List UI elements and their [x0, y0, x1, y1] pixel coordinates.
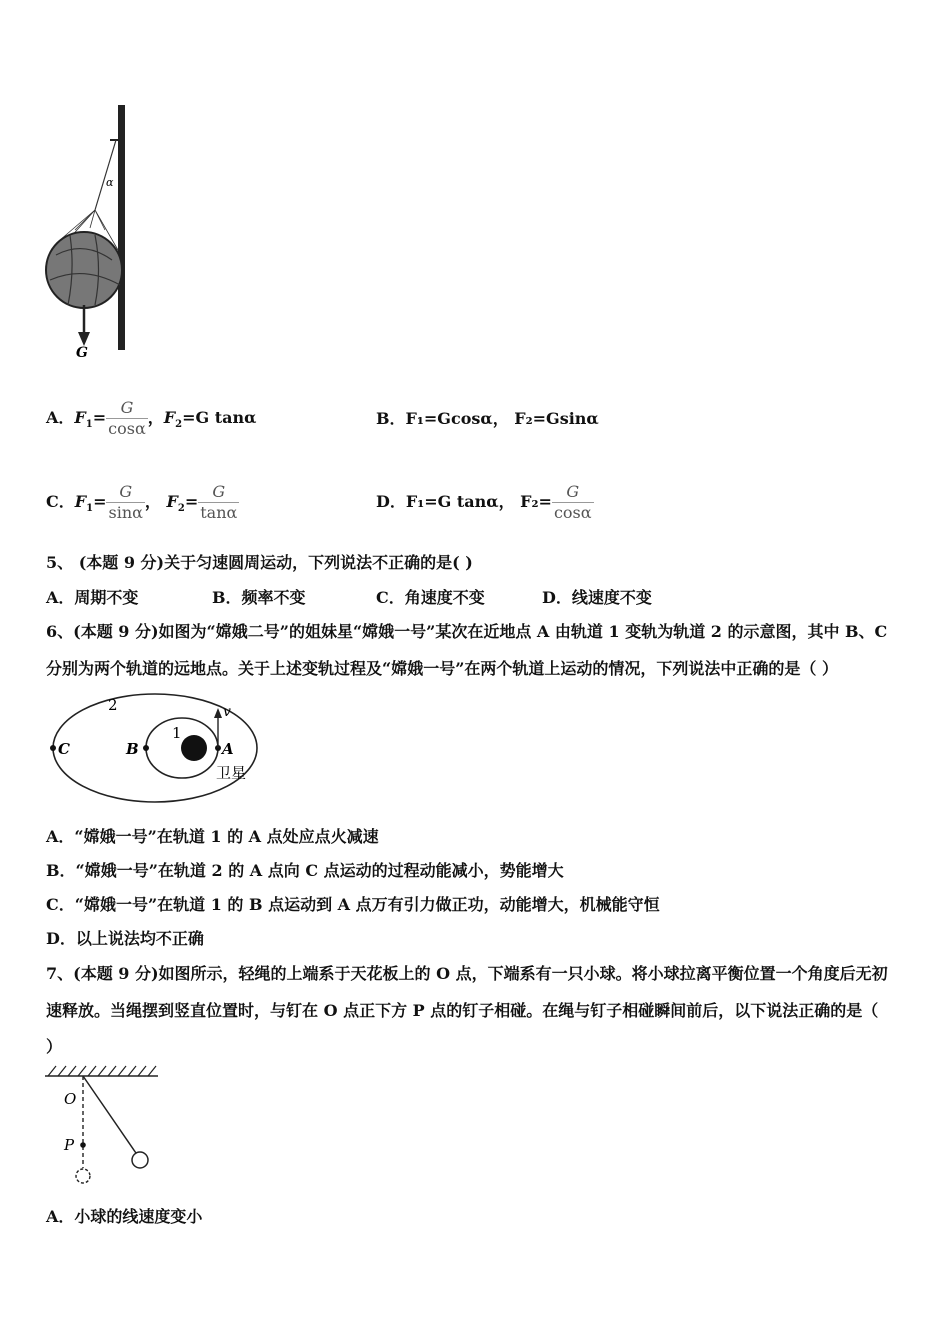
q6-stem-line2: 分别为两个轨道的远地点。关于上述变轨过程及“嫦娥一号”在两个轨道上运动的情况，下列说法中正确的是（ ） — [46, 659, 838, 678]
ball-on-wall-figure — [40, 100, 150, 365]
q7-stem-line1: 7、(本题 9 分)如图所示，轻绳的上端系于天花板上的 O 点，下端系有一只小球。将小球拉离平衡位置一个角度后无初 — [46, 964, 888, 983]
point-b-label: B — [126, 740, 139, 758]
pendulum-figure — [40, 1062, 165, 1192]
q5-stem: 5、 (本题 9 分)关于匀速圆周运动，下列说法不正确的是( ) — [46, 553, 473, 572]
q5-option-b: B．频率不变 — [212, 588, 306, 607]
q7-option-a: A．小球的线速度变小 — [46, 1207, 203, 1226]
earth — [181, 735, 207, 761]
q6-option-a: A．“嫦娥一号”在轨道 1 的 A 点处应点火减速 — [46, 827, 379, 846]
q4-option-a: A．$F_1=$ $\frac{G}{\cos\alpha}$ ，$F_2=G$ tanα — [46, 398, 257, 438]
q6-stem-line1: 6、(本题 9 分)如图为“嫦娥二号”的姐妹星“嫦娥一号”某次在近地点 A 由轨道 1 变轨为轨道 2 的示意图，其中 B、C — [46, 622, 888, 641]
point-o-label: O — [64, 1090, 77, 1108]
velocity-label: v — [223, 704, 231, 720]
q6-option-c: C．“嫦娥一号”在轨道 1 的 B 点运动到 A 点万有引力做正功，动能增大，机械能守恒 — [46, 895, 660, 914]
rope — [95, 140, 116, 210]
q4-option-c: C．$F_1=$ $\frac{G}{\sin\alpha}$ ， $F_2=$ $\frac{G}{\tan\alpha}$ — [46, 482, 238, 522]
q5-option-a: A．周期不变 — [46, 588, 139, 607]
point-c-label: C — [58, 740, 70, 758]
point-a-label: A — [222, 740, 234, 758]
wall — [118, 105, 125, 350]
orbit-1-label: 1 — [172, 724, 182, 742]
q6-option-b: B．“嫦娥一号”在轨道 2 的 A 点向 C 点运动的过程动能减小，势能增大 — [46, 861, 564, 880]
q6-option-d: D．以上说法均不正确 — [46, 929, 204, 948]
orbit-2-label: 2 — [108, 696, 118, 714]
ball-equilibrium — [76, 1169, 90, 1183]
q4-option-d: D．F₁=G tanα， F₂= $\frac{G}{\cos\alpha}$ — [376, 482, 592, 522]
q5-option-d: D．线速度不变 — [542, 588, 652, 607]
nail-p — [80, 1142, 86, 1148]
ball — [132, 1152, 148, 1168]
q7-stem-line3: ） — [46, 1037, 63, 1056]
angle-label: α — [106, 176, 114, 189]
rope — [83, 1076, 138, 1156]
gravity-label: G — [76, 345, 88, 361]
satellite-label: 卫星 — [216, 764, 247, 782]
orbit-figure — [40, 692, 270, 807]
point-p-label: P — [64, 1136, 75, 1154]
q5-option-c: C．角速度不变 — [376, 588, 485, 607]
ball — [46, 232, 122, 308]
q4-option-b: B．F₁=Gcosα， F₂=Gsinα — [376, 409, 599, 428]
q7-stem-line2: 速释放。当绳摆到竖直位置时，与钉在 O 点正下方 P 点的钉子相碰。在绳与钉子相碰瞬间前后，以下说法正确的是（ — [46, 1001, 879, 1020]
